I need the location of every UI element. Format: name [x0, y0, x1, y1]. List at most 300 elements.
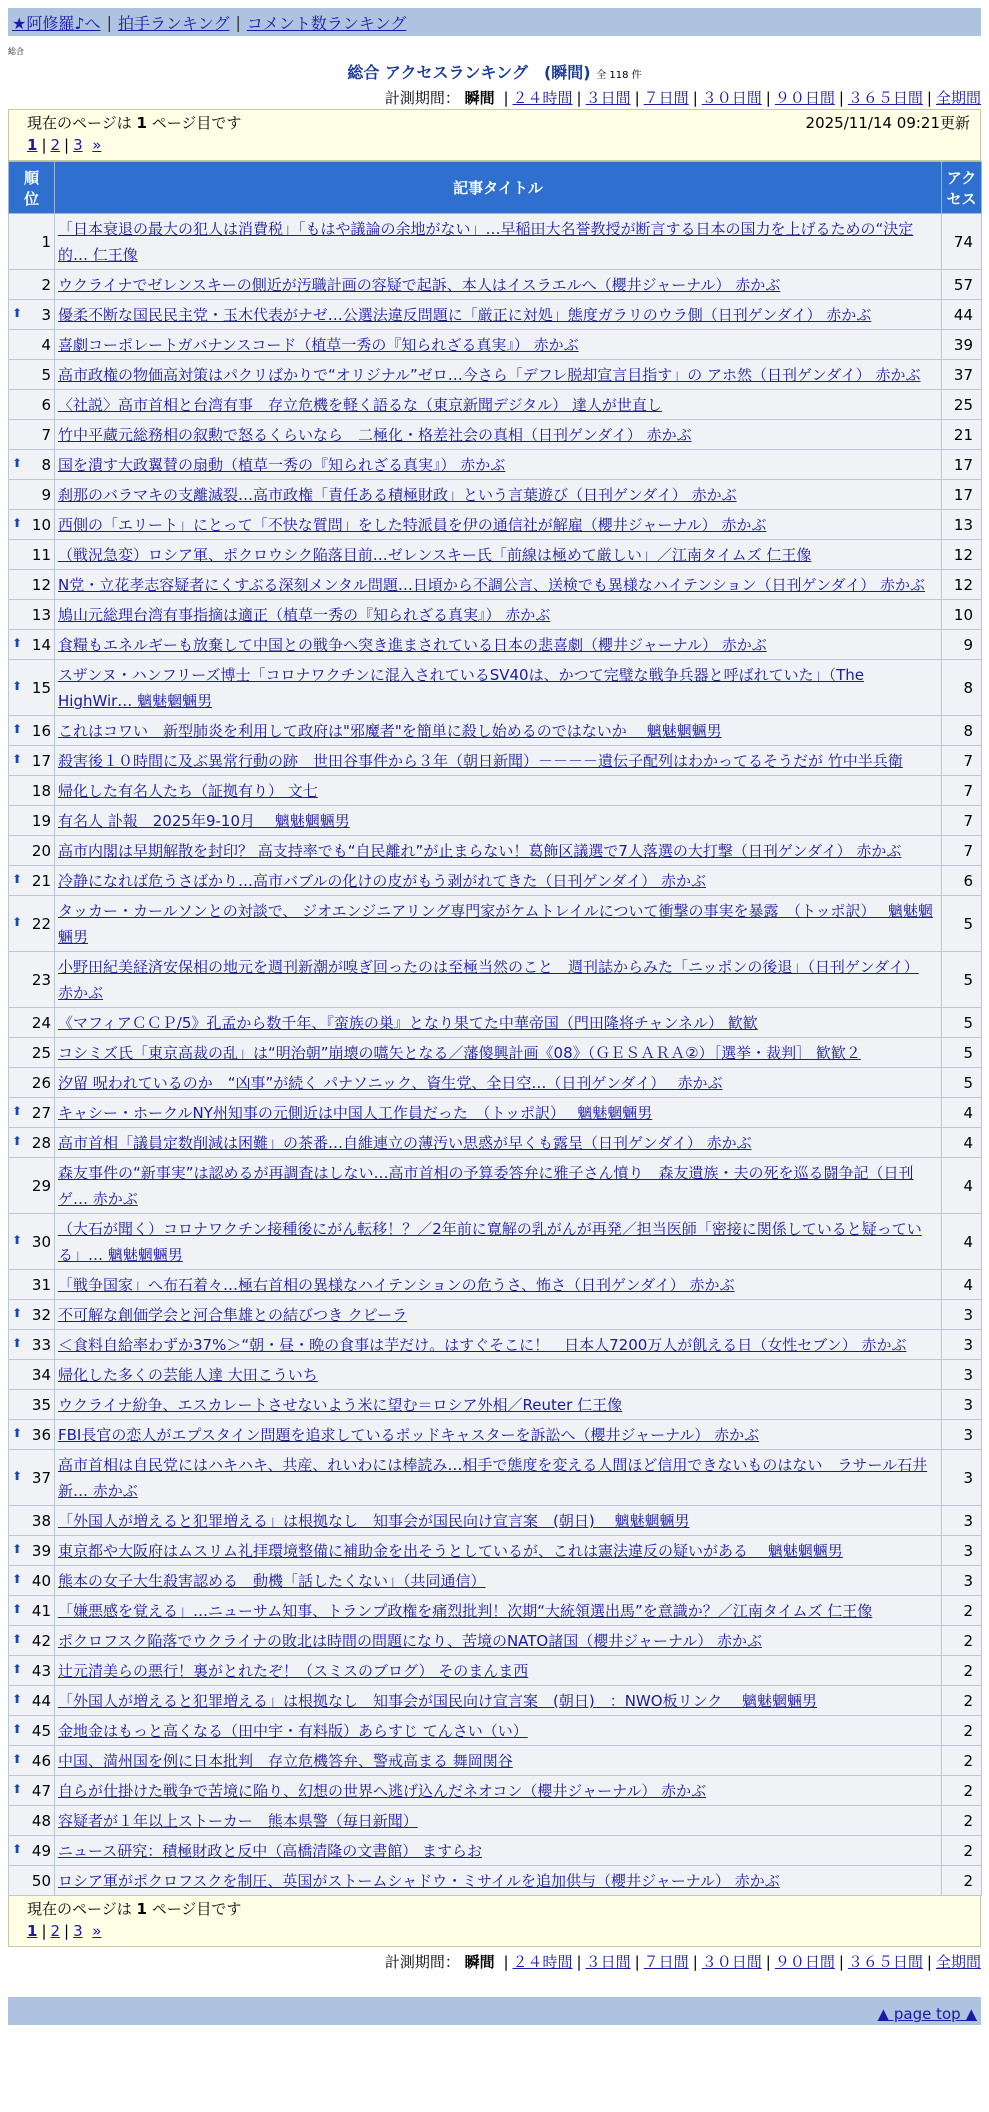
access-count: 2	[942, 1746, 982, 1776]
header-rank: 順位	[9, 162, 55, 214]
rank-cell	[9, 1836, 55, 1866]
period-separator: |	[503, 1953, 509, 1971]
rank-up-arrow-icon: ⬆	[12, 678, 23, 693]
rank-number: 34	[31, 1365, 51, 1384]
rank-up-arrow-icon: ⬆	[12, 1601, 23, 1616]
rank-cell	[9, 1008, 55, 1038]
access-count: 8	[942, 716, 982, 746]
rank-cell	[9, 420, 55, 450]
article-link[interactable]: ニュース研究：積極財政と反中（高橋清隆の文書館） ますらお	[58, 1842, 483, 1860]
page-link-current[interactable]: 1	[27, 136, 38, 154]
access-count: 2	[942, 1656, 982, 1686]
access-count: 5	[942, 896, 982, 952]
access-count: 13	[942, 510, 982, 540]
title-cell	[55, 776, 942, 806]
rank-cell	[9, 600, 55, 630]
rank-cell	[9, 570, 55, 600]
article-link[interactable]: ロシア軍がポクロフスクを制圧、英国がストームシャドウ・ミサイルを追加供与（櫻井ジャーナル） 赤かぶ	[58, 1872, 780, 1890]
table-row	[9, 1270, 982, 1300]
article-link[interactable]: 有名人 訃報 2025年9-10月 魑魅魍魎男	[58, 812, 350, 830]
rank-cell	[9, 866, 55, 896]
article-link[interactable]: FBI長官の恋人がエプスタイン問題を追求しているポッドキャスターを訴訟へ（櫻井ジャーナル） 赤かぶ	[58, 1426, 760, 1444]
access-count: 3	[942, 1506, 982, 1536]
rank-number: 33	[31, 1335, 51, 1354]
article-link[interactable]: 「戦争国家」へ布石着々…極右首相の異様なハイテンションの危うさ、怖さ（日刊ゲンダイ） 赤かぶ	[58, 1276, 735, 1294]
rank-number: 22	[31, 914, 51, 933]
access-count: 4	[942, 1270, 982, 1300]
rank-cell	[9, 1536, 55, 1566]
title-cell	[55, 716, 942, 746]
article-link[interactable]: 汐留 呪われているのか “凶事”が続く パナソニック、資生党、全日空…（日刊ゲンダイ） 赤かぶ	[58, 1074, 723, 1092]
period-separator: |	[926, 89, 932, 107]
current-page-text	[27, 1898, 241, 1920]
rank-number: 47	[31, 1781, 51, 1800]
table-row	[9, 390, 982, 420]
rank-cell	[9, 1360, 55, 1390]
access-count: 12	[942, 540, 982, 570]
table-row	[9, 1776, 982, 1806]
access-count: 3	[942, 1300, 982, 1330]
rank-cell	[9, 716, 55, 746]
period-link[interactable]: ３６５日間	[847, 89, 923, 107]
access-count: 17	[942, 450, 982, 480]
period-links	[499, 1953, 981, 1971]
rank-number: 31	[31, 1275, 51, 1294]
table-row	[9, 896, 982, 952]
rank-cell	[9, 1098, 55, 1128]
title-cell	[55, 866, 942, 896]
table-row	[9, 1656, 982, 1686]
rank-up-arrow-icon: ⬆	[12, 1425, 23, 1440]
period-separator: |	[634, 1953, 640, 1971]
rank-number: 28	[31, 1133, 51, 1152]
title-cell	[55, 1566, 942, 1596]
header-title: 記事タイトル	[55, 162, 942, 214]
article-link[interactable]: 西側の「エリート」にとって「不快な質問」をした特派員を伊の通信社が解雇（櫻井ジャーナル） 赤かぶ	[58, 516, 767, 534]
table-row	[9, 570, 982, 600]
rank-up-arrow-icon: ⬆	[12, 871, 23, 886]
rank-cell	[9, 1300, 55, 1330]
title-cell	[55, 570, 942, 600]
rank-up-arrow-icon: ⬆	[12, 635, 23, 650]
comment-ranking-link[interactable]: コメント数ランキング	[246, 13, 407, 33]
article-link[interactable]: 喜劇コーポレートガバナンスコード（植草一秀の『知られざる真実』） 赤かぶ	[58, 336, 579, 354]
rank-cell	[9, 1420, 55, 1450]
table-row	[9, 1128, 982, 1158]
table-row	[9, 1450, 982, 1506]
rank-number: 20	[31, 841, 51, 860]
article-link[interactable]: 高市首相は自民党にはハキハキ、共産、れいわには棒読み…相手で態度を変える人間ほど信用できないものはない ラサール石井 新… 赤かぶ	[58, 1456, 928, 1500]
access-count: 2	[942, 1716, 982, 1746]
table-row	[9, 1068, 982, 1098]
article-link[interactable]: 森友事件の“新事実”は認めるが再調査はしない…高市首相の予算委答弁に雅子さん憤り 森友遺族・夫の死を巡る闘争記（日刊ゲ… 赤かぶ	[58, 1164, 914, 1208]
table-row	[9, 600, 982, 630]
period-selector-bottom	[0, 1951, 981, 1973]
page-link[interactable]: 2	[50, 1922, 61, 1940]
title-cell	[55, 390, 942, 420]
period-link[interactable]: ３０日間	[701, 1953, 762, 1971]
title-cell	[55, 1506, 942, 1536]
period-link[interactable]: ３日間	[585, 1953, 631, 1971]
article-link[interactable]: 高市首相「議員定数削減は困難」の茶番…自維連立の薄汚い思惑が早くも露呈（日刊ゲンダイ） 赤かぶ	[58, 1134, 752, 1152]
access-count: 3	[942, 1536, 982, 1566]
rank-number: 12	[31, 575, 51, 594]
article-link[interactable]: 東京都や大阪府はムスリム礼拝環境整備に補助金を出そうとしているが、これは憲法違反の疑いがある 魑魅魍魎男	[58, 1542, 843, 1560]
period-link[interactable]: ２４時間	[512, 1953, 573, 1971]
rank-number: 40	[31, 1571, 51, 1590]
access-count: 3	[942, 1420, 982, 1450]
current-page-number: 1	[136, 114, 147, 132]
rank-up-arrow-icon: ⬆	[12, 455, 23, 470]
rank-cell	[9, 1626, 55, 1656]
article-link[interactable]: ＜食料自給率わずか37%＞“朝・昼・晩の食事は芋だけ。はすぐそこに！ 日本人7200万人が飢える日（女性セブン） 赤かぶ	[58, 1336, 907, 1354]
access-count: 4	[942, 1128, 982, 1158]
rank-number: 7	[41, 425, 51, 444]
access-count: 2	[942, 1866, 982, 1896]
title-cell	[55, 330, 942, 360]
period-link[interactable]: ９０日間	[774, 89, 835, 107]
title-cell	[55, 420, 942, 450]
access-count: 12	[942, 570, 982, 600]
rank-cell	[9, 330, 55, 360]
article-link[interactable]: （戦況急変）ロシア軍、ポクロウシク陥落目前…ゼレンスキー氏「前線は極めて厳しい」／江南タイムズ 仁王像	[58, 546, 812, 564]
table-row	[9, 1008, 982, 1038]
table-row	[9, 214, 982, 270]
article-link[interactable]: N党・立花孝志容疑者にくすぶる深刻メンタル問題…日頃から不調公言、送検でも異様なハイテンション（日刊ゲンダイ） 赤かぶ	[58, 576, 926, 594]
article-link[interactable]: ウクライナ紛争、エスカレートさせないよう米に望む＝ロシア外相／Reuter 仁王像	[58, 1396, 623, 1414]
article-link[interactable]: 冷静になれば危うさばかり…高市バブルの化けの皮がもう剥がれてきた（日刊ゲンダイ） 赤かぶ	[58, 872, 706, 890]
page-title	[0, 60, 989, 83]
access-count: 9	[942, 630, 982, 660]
article-link[interactable]: コシミズ氏「東京高裁の乱」は“明治朝”崩壊の嚆矢となる／藩傻興計画《08》（ＧＥＳＡＲＡ②）［選挙・裁判］ 歓歓２	[58, 1044, 861, 1062]
page-top-link[interactable]: ▲ page top ▲	[877, 2005, 977, 2023]
period-separator: |	[692, 1953, 698, 1971]
page-link-current[interactable]: 1	[27, 1922, 38, 1940]
page-separator: |	[41, 1922, 47, 1940]
rank-cell	[9, 1128, 55, 1158]
access-count: 2	[942, 1836, 982, 1866]
article-link[interactable]: ウクライナでゼレンスキーの側近が汚職計画の容疑で起訴、本人はイスラエルへ（櫻井ジャーナル） 赤かぶ	[58, 276, 781, 294]
rank-cell	[9, 450, 55, 480]
rank-up-arrow-icon: ⬆	[12, 1631, 23, 1646]
next-page-link[interactable]: »	[92, 1922, 102, 1940]
table-row	[9, 300, 982, 330]
title-cell	[55, 1270, 942, 1300]
period-separator: |	[576, 1953, 582, 1971]
period-link[interactable]: 全期間	[935, 1953, 981, 1971]
period-current: 瞬間	[464, 89, 495, 107]
period-link[interactable]: ７日間	[643, 89, 689, 107]
rank-number: 43	[31, 1661, 51, 1680]
access-count: 3	[942, 1566, 982, 1596]
title-cell	[55, 1536, 942, 1566]
rank-cell	[9, 1806, 55, 1836]
access-count: 37	[942, 360, 982, 390]
rank-cell	[9, 1656, 55, 1686]
rank-cell	[9, 836, 55, 866]
title-cell	[55, 630, 942, 660]
title-cell	[55, 1686, 942, 1716]
access-count: 7	[942, 806, 982, 836]
page-info-panel-bottom	[8, 1896, 981, 1947]
period-separator: |	[765, 89, 771, 107]
rank-cell	[9, 1214, 55, 1270]
rank-number: 1	[41, 232, 51, 251]
article-link[interactable]: 国を潰す大政翼賛の扇動（植草一秀の『知られざる真実』） 赤かぶ	[58, 456, 506, 474]
access-count: 5	[942, 1038, 982, 1068]
page-link[interactable]: 3	[73, 136, 83, 154]
article-link[interactable]: 自らが仕掛けた戦争で苦境に陥り、幻想の世界へ逃げ込んだネオコン（櫻井ジャーナル） 赤かぶ	[58, 1782, 707, 1800]
rank-cell	[9, 1776, 55, 1806]
title-cell	[55, 450, 942, 480]
pagination-top	[27, 134, 970, 156]
rank-number: 2	[41, 275, 51, 294]
article-link[interactable]: 高市政権の物価高対策はパクリばかりで“オリジナル”ゼロ…今さら「デフレ脱却宣言目指す」の アホ然（日刊ゲンダイ） 赤かぶ	[58, 366, 921, 384]
rank-number: 25	[31, 1043, 51, 1062]
table-row	[9, 330, 982, 360]
rank-up-arrow-icon: ⬆	[12, 1721, 23, 1736]
table-row	[9, 776, 982, 806]
rank-number: 3	[41, 305, 51, 324]
title-cell	[55, 836, 942, 866]
access-count: 3	[942, 1360, 982, 1390]
table-row	[9, 510, 982, 540]
rank-cell	[9, 270, 55, 300]
period-link[interactable]: ２４時間	[512, 89, 573, 107]
rank-number: 6	[41, 395, 51, 414]
category-tag: 総合	[8, 47, 24, 56]
rank-number: 27	[31, 1103, 51, 1122]
rank-cell	[9, 360, 55, 390]
rank-up-arrow-icon: ⬆	[12, 1468, 23, 1483]
title-cell	[55, 1420, 942, 1450]
access-count: 74	[942, 214, 982, 270]
rank-cell	[9, 1330, 55, 1360]
article-link[interactable]: 鳩山元総理台湾有事指摘は適正（植草一秀の『知られざる真実』） 赤かぶ	[58, 606, 551, 624]
title-cell	[55, 510, 942, 540]
rank-number: 16	[31, 721, 51, 740]
top-nav-bar	[8, 8, 981, 36]
period-link[interactable]: 全期間	[935, 89, 981, 107]
rank-cell	[9, 510, 55, 540]
rank-number: 48	[31, 1811, 51, 1830]
period-separator: |	[503, 89, 509, 107]
rank-number: 29	[31, 1176, 51, 1195]
table-row	[9, 1506, 982, 1536]
current-page-text	[27, 112, 241, 134]
period-selector-top	[0, 87, 981, 109]
period-separator: |	[926, 1953, 932, 1971]
article-link[interactable]: 帰化した多くの芸能人達 大田こういち	[58, 1366, 318, 1384]
period-separator: |	[838, 1953, 844, 1971]
table-row	[9, 836, 982, 866]
rank-number: 46	[31, 1751, 51, 1770]
table-row	[9, 270, 982, 300]
table-row	[9, 1420, 982, 1450]
rank-cell	[9, 390, 55, 420]
rank-cell	[9, 1746, 55, 1776]
table-row	[9, 1300, 982, 1330]
access-count: 17	[942, 480, 982, 510]
access-count: 2	[942, 1596, 982, 1626]
table-row	[9, 540, 982, 570]
period-link[interactable]: ３日間	[585, 89, 631, 107]
page-link[interactable]: 2	[50, 136, 61, 154]
header-access: アクセス	[942, 162, 982, 214]
rank-number: 49	[31, 1841, 51, 1860]
rank-cell	[9, 1038, 55, 1068]
rank-up-arrow-icon: ⬆	[12, 1691, 23, 1706]
article-link[interactable]: 熊本の女子大生殺害認める 動機「話したくない」（共同通信）	[58, 1572, 486, 1590]
title-cell	[55, 1836, 942, 1866]
table-row	[9, 1390, 982, 1420]
article-link[interactable]: これはコワい 新型肺炎を利用して政府は"邪魔者"を簡単に殺し始めるのではないか 魑魅魍魎男	[58, 722, 722, 740]
article-link[interactable]: 「外国人が増えると犯罪増える」は根拠なし 知事会が国民向け宣言案 (朝日) ：NWO板リンク 魑魅魍魎男	[58, 1692, 818, 1710]
access-count: 5	[942, 1008, 982, 1038]
article-link[interactable]: キャシー・ホークルNY州知事の元側近は中国人工作員だった （トッポ訳） 魑魅魍魎男	[58, 1104, 653, 1122]
table-row	[9, 420, 982, 450]
page-separator: |	[64, 136, 70, 154]
ranking-table	[8, 161, 982, 1896]
access-count: 44	[942, 300, 982, 330]
rank-cell	[9, 952, 55, 1008]
rank-cell	[9, 214, 55, 270]
title-cell	[55, 1776, 942, 1806]
rank-number: 10	[31, 515, 51, 534]
rank-up-arrow-icon: ⬆	[12, 1661, 23, 1676]
article-link[interactable]: 高市内閣は早期解散を封印？ 高支持率でも“自民離れ”が止まらない！葛飾区議選で7人落選の大打撃（日刊ゲンダイ） 赤かぶ	[58, 842, 902, 860]
article-link[interactable]: 帰化した有名人たち（証拠有り） 文七	[58, 782, 318, 800]
total-count: 全 118 件	[596, 70, 642, 81]
access-count: 2	[942, 1806, 982, 1836]
title-cell	[55, 1008, 942, 1038]
rank-up-arrow-icon: ⬆	[12, 1751, 23, 1766]
rank-number: 39	[31, 1541, 51, 1560]
title-cell	[55, 1360, 942, 1390]
updated-timestamp: 2025/11/14 09:21更新	[805, 114, 970, 132]
access-count: 25	[942, 390, 982, 420]
article-link[interactable]: タッカー・カールソンとの対談で、 ジオエンジニアリング専門家がケムトレイルについて衝撃の事実を暴露 （トッポ訳） 魑魅魍魎男	[58, 902, 933, 946]
article-link[interactable]: 辻元清美らの悪行！裏がとれたぞ！（スミスのブログ） そのまんま西	[58, 1662, 529, 1680]
current-page-post: ページ目です	[151, 114, 242, 132]
title-cell	[55, 1806, 942, 1836]
period-link[interactable]: ９０日間	[774, 1953, 835, 1971]
article-link[interactable]: 刹那のバラマキの支離滅裂…高市政権「責任ある積極財政」という言葉遊び（日刊ゲンダイ） 赤かぶ	[58, 486, 737, 504]
rank-cell	[9, 1596, 55, 1626]
ranking-table-body	[9, 214, 982, 1896]
period-link[interactable]: ３６５日間	[847, 1953, 923, 1971]
rank-number: 14	[31, 635, 51, 654]
current-page-post: ページ目です	[151, 1900, 242, 1918]
table-row	[9, 866, 982, 896]
rank-number: 8	[41, 455, 51, 474]
rank-up-arrow-icon: ⬆	[12, 1133, 23, 1148]
access-count: 39	[942, 330, 982, 360]
table-row	[9, 1626, 982, 1656]
title-cell	[55, 1068, 942, 1098]
table-row	[9, 1330, 982, 1360]
article-link[interactable]: 「嫌悪感を覚える」…ニューサム知事、トランプ政権を痛烈批判！次期“大統領選出馬”を意識か？／江南タイムズ 仁王像	[58, 1602, 873, 1620]
title-cell	[55, 660, 942, 716]
rank-cell	[9, 1566, 55, 1596]
article-link[interactable]: 《マフィアＣＣＰ/5》孔孟から数千年、『蛮族の巣』となり果てた中華帝国（門田隆将チャンネル） 歓歓	[58, 1014, 758, 1032]
title-cell	[55, 1626, 942, 1656]
title-cell	[55, 746, 942, 776]
home-link[interactable]: ★阿修羅♪へ	[12, 13, 101, 33]
title-cell	[55, 1390, 942, 1420]
rank-up-arrow-icon: ⬆	[12, 305, 23, 320]
rank-up-arrow-icon: ⬆	[12, 1335, 23, 1350]
rank-number: 19	[31, 811, 51, 830]
article-link[interactable]: 中国、満州国を例に日本批判 存立危機答弁、警戒高まる 舞岡関谷	[58, 1752, 513, 1770]
table-row	[9, 1686, 982, 1716]
table-row	[9, 1566, 982, 1596]
period-separator: |	[692, 89, 698, 107]
article-link[interactable]: 小野田紀美経済安保相の地元を週刊新潮が嗅ぎ回ったのは至極当然のこと 週刊誌からみた「ニッポンの後退」（日刊ゲンダイ） 赤かぶ	[58, 958, 919, 1002]
table-row	[9, 1806, 982, 1836]
rank-number: 21	[31, 871, 51, 890]
title-cell	[55, 540, 942, 570]
next-page-link[interactable]: »	[92, 136, 102, 154]
rank-cell	[9, 896, 55, 952]
article-link[interactable]: 食糧もエネルギーも放棄して中国との戦争へ突き進まされている日本の悲喜劇（櫻井ジャーナル） 赤かぶ	[58, 636, 767, 654]
article-link[interactable]: 「外国人が増えると犯罪増える」は根拠なし 知事会が国民向け宣言案 (朝日) 魑魅魍魎男	[58, 1512, 690, 1530]
article-link[interactable]: ポクロフスク陥落でウクライナの敗北は時間の問題になり、苦境のNATO諸国（櫻井ジャーナル） 赤かぶ	[58, 1632, 762, 1650]
rank-number: 42	[31, 1631, 51, 1650]
rank-up-arrow-icon: ⬆	[12, 914, 23, 929]
table-row	[9, 1836, 982, 1866]
period-link[interactable]: ７日間	[643, 1953, 689, 1971]
rank-number: 4	[41, 335, 51, 354]
title-cell	[55, 270, 942, 300]
table-row	[9, 1158, 982, 1214]
rank-cell	[9, 746, 55, 776]
table-row	[9, 660, 982, 716]
article-link[interactable]: （大石が聞く）コロナワクチン接種後にがん転移！？／2年前に寛解の乳がんが再発／担当医師「密接に関係していると疑っている」… 魑魅魍魎男	[58, 1220, 922, 1264]
article-link[interactable]: 竹中平蔵元総務相の叙勲で怒るくらいなら 二極化・格差社会の真相（日刊ゲンダイ） 赤かぶ	[58, 426, 692, 444]
article-link[interactable]: 不可解な創価学会と河合隼雄との結びつき クピーラ	[58, 1306, 408, 1324]
article-link[interactable]: 殺害後１０時間に及ぶ異常行動の跡 世田谷事件から３年（朝日新聞）－－－－遺伝子配列はわかってるそうだが 竹中半兵衛	[58, 752, 903, 770]
page-link[interactable]: 3	[73, 1922, 83, 1940]
title-cell	[55, 952, 942, 1008]
rank-cell	[9, 1270, 55, 1300]
period-separator: |	[838, 89, 844, 107]
article-link[interactable]: 金地金はもっと高くなる（田中宇・有料版）あらすじ てんさい（い）	[58, 1722, 528, 1740]
clap-ranking-link[interactable]: 拍手ランキング	[117, 13, 230, 33]
rank-up-arrow-icon: ⬆	[12, 721, 23, 736]
article-link[interactable]: 〈社説〉高市首相と台湾有事 存立危機を軽く語るな（東京新聞デジタル） 達人が世直し	[58, 396, 662, 414]
title-cell	[55, 360, 942, 390]
rank-number: 50	[31, 1871, 51, 1890]
article-link[interactable]: 優柔不断な国民民主党・玉木代表がナゼ…公選法違反問題に「厳正に対処」態度ガラリのウラ側（日刊ゲンダイ） 赤かぶ	[58, 306, 872, 324]
table-row	[9, 1596, 982, 1626]
table-row	[9, 630, 982, 660]
access-count: 2	[942, 1626, 982, 1656]
table-row	[9, 450, 982, 480]
article-link[interactable]: 「日本衰退の最大の犯人は消費税」「もはや議論の余地がない」…早稲田大名誉教授が断言する日本の国力を上げるための“決定的… 仁王像	[58, 220, 914, 264]
period-separator: |	[634, 89, 640, 107]
period-link[interactable]: ３０日間	[701, 89, 762, 107]
article-link[interactable]: 容疑者が１年以上ストーカー 熊本県警（毎日新聞）	[58, 1812, 418, 1830]
access-count: 7	[942, 776, 982, 806]
rank-up-arrow-icon: ⬆	[12, 1841, 23, 1856]
rank-number: 38	[31, 1511, 51, 1530]
rank-cell	[9, 1390, 55, 1420]
rank-up-arrow-icon: ⬆	[12, 1541, 23, 1556]
title-cell	[55, 1128, 942, 1158]
period-links	[499, 89, 981, 107]
article-link[interactable]: スザンヌ・ハンフリーズ博士「コロナワクチンに混入されているSV40は、かつて完璧な戦争兵器と呼ばれていた」（The HighWir… 魑魅魍魎男	[58, 666, 864, 710]
